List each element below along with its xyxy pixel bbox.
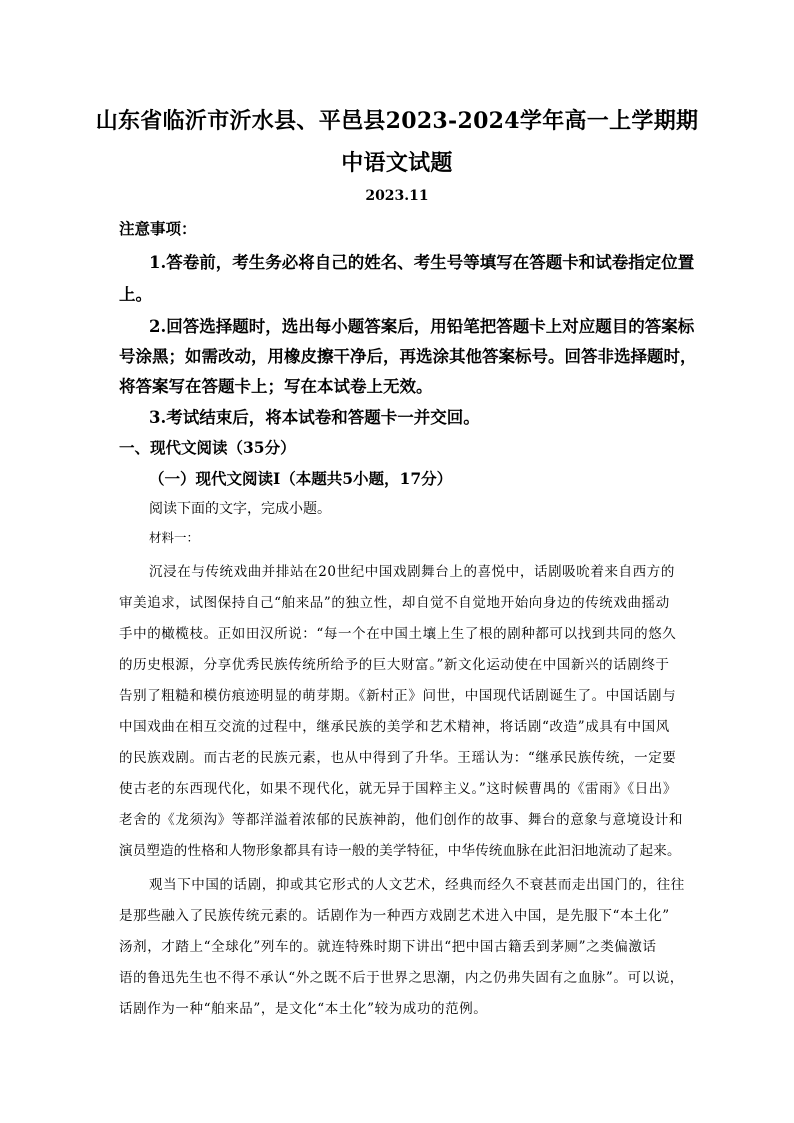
notice-heading: 注意事项：	[119, 219, 197, 238]
paragraph-line: 手中的橄榄枝。正如田汉所说：“每一个在中国土壤上生了根的剧种都可以找到共同的悠久	[119, 626, 677, 642]
reading-instruction: 阅读下面的文字，完成小题。	[149, 501, 331, 517]
exam-date: 2023.11	[365, 188, 429, 204]
notice-2-line-1: 2.回答选择题时，选出每小题答案后，用铅笔把答题卡上对应题目的答案标	[149, 317, 695, 336]
paragraph-line: 观当下中国的话剧，抑或其它形式的人文艺术，经典而经久不衰甚而走出国门的，往往	[149, 877, 685, 893]
paragraph-line: 中国戏曲在相互交流的过程中，继承民族的美学和艺术精神，将话剧“改造”成具有中国风	[119, 719, 670, 735]
paragraph-line: 的历史根源，分享优秀民族传统所给予的巨大财富。”新文化运动使在中国新兴的话剧终于	[119, 657, 670, 673]
notice-3: 3.考试结束后，将本试卷和答题卡一并交回。	[149, 408, 480, 427]
paragraph-line: 语的鲁迅先生也不得不承认“外之既不后于世界之思潮，内之仍弗失固有之血脉”。可以说，	[119, 970, 684, 986]
notice-2-line-3: 将答案写在答题卡上；写在本试卷上无效。	[119, 377, 433, 396]
paragraph-line: 审美追求，试图保持自己“舶来品”的独立性，却自觉不自觉地开始向身边的传统戏曲摇动	[119, 595, 670, 611]
subsection-heading: （一）现代文阅读Ⅰ（本题共5小题，17分）	[149, 469, 453, 488]
notice-1-line-1: 1.答卷前，考生务必将自己的姓名、考生号等填写在答题卡和试卷指定位置	[149, 253, 695, 272]
paragraph-line: 是那些融入了民族传统元素的。话剧作为一种西方戏剧艺术进入中国，是先服下“本土化”	[119, 908, 670, 924]
paragraph-line: 演员塑造的性格和人物形象都具有诗一般的美学特征，中华传统血脉在此汩汩地流动了起来。	[119, 843, 681, 859]
paragraph-line: 汤剂，才踏上“全球化”列车的。就连特殊时期下讲出“把中国古籍丢到茅厕”之类偏激话	[119, 939, 657, 955]
paragraph-line: 沉浸在与传统戏曲并排站在20世纪中国戏剧舞台上的喜悦中，话剧吸吮着来自西方的	[149, 564, 675, 580]
paragraph-line: 使古老的东西现代化，如果不现代化，就无异于国粹主义。”这时候曹禺的《雷雨》《日出》	[119, 781, 677, 797]
title-line-1: 山东省临沂市沂水县、平邑县2023-2024学年高一上学期期	[95, 108, 699, 134]
paragraph-line: 话剧作为一种“舶来品”，是文化“本土化”较为成功的范例。	[119, 1001, 488, 1017]
paragraph-line: 告别了粗糙和模仿痕迹明显的萌芽期。《新村正》问世，中国现代话剧诞生了。中国话剧与	[119, 688, 677, 704]
notice-2-line-2: 号涂黑；如需改动，用橡皮擦干净后，再选涂其他答案标号。回答非选择题时，	[119, 347, 697, 366]
material-label: 材料一：	[149, 530, 200, 545]
section-heading: 一、现代文阅读（35分）	[119, 438, 296, 457]
title-line-2: 中语文试题	[341, 150, 453, 176]
notice-1-line-2: 上。	[119, 285, 152, 304]
paragraph-line: 的民族戏剧。而古老的民族元素，也从中得到了升华。王瑶认为：“继承民族传统，一定要	[119, 750, 677, 766]
paragraph-line: 老舍的《龙须沟》等都洋溢着浓郁的民族神韵，他们创作的故事、舞台的意象与意境设计和	[119, 812, 683, 828]
